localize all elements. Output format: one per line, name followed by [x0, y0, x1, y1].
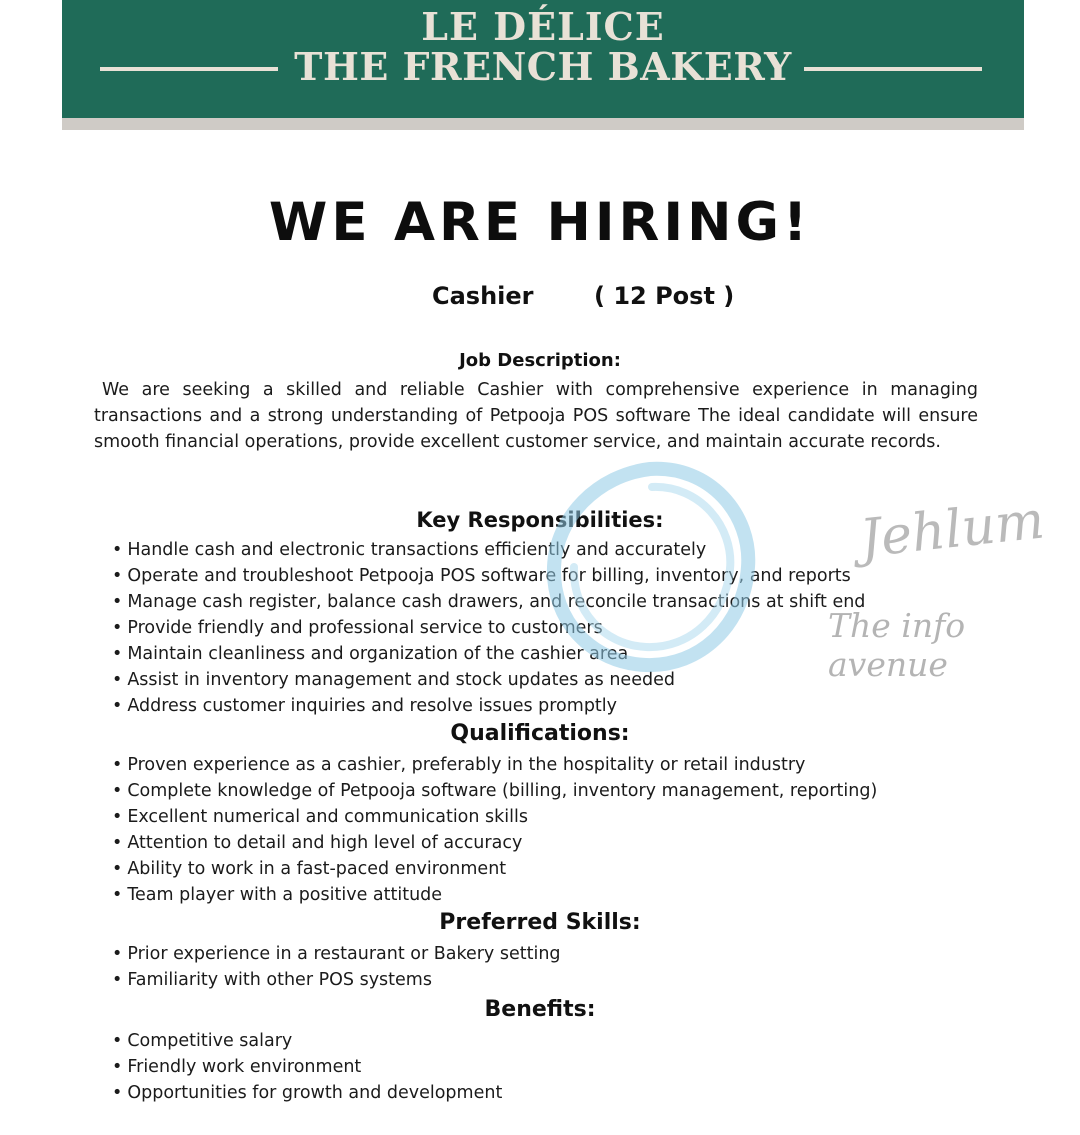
qualifications-list — [112, 752, 877, 908]
list-item: • Attention to detail and high level of accuracy — [112, 830, 877, 856]
watermark-signature: Jehlum — [857, 490, 1048, 570]
list-item: • Familiarity with other POS systems — [112, 967, 561, 993]
list-item: • Operate and troubleshoot Petpooja POS software for billing, inventory, and reports — [112, 563, 865, 589]
list-item: • Manage cash register, balance cash drawers, and reconcile transactions at shift end — [112, 589, 865, 615]
job-description-heading: Job Description: — [459, 350, 621, 371]
banner-shadow — [62, 118, 1024, 130]
watermark-tagline: The info avenue — [828, 606, 966, 684]
brand-subtitle: THE FRENCH BAKERY — [294, 44, 792, 89]
list-item: • Friendly work environment — [112, 1054, 502, 1080]
list-item: • Complete knowledge of Petpooja software (billing, inventory management, reporting) — [112, 778, 877, 804]
list-item: • Prior experience in a restaurant or Bakery setting — [112, 941, 561, 967]
qualifications-heading: Qualifications: — [450, 721, 630, 746]
job-post-count: ( 12 Post ) — [594, 282, 735, 310]
list-item: • Provide friendly and professional service to customers — [112, 615, 865, 641]
benefits-list — [112, 1028, 502, 1106]
banner-rule-right — [804, 67, 982, 71]
preferred-skills-list — [112, 941, 561, 993]
list-item: • Address customer inquiries and resolve issues promptly — [112, 693, 865, 719]
brand-banner — [62, 0, 1024, 118]
list-item: • Competitive salary — [112, 1028, 502, 1054]
job-title: Cashier — [432, 282, 534, 310]
list-item: • Team player with a positive attitude — [112, 882, 877, 908]
list-item: • Excellent numerical and communication skills — [112, 804, 877, 830]
list-item: • Maintain cleanliness and organization of the cashier area — [112, 641, 865, 667]
list-item: • Ability to work in a fast-paced environment — [112, 856, 877, 882]
benefits-heading: Benefits: — [484, 997, 596, 1022]
preferred-skills-heading: Preferred Skills: — [439, 910, 641, 935]
list-item: • Handle cash and electronic transactions efficiently and accurately — [112, 537, 865, 563]
page-title: WE ARE HIRING! — [268, 192, 812, 253]
job-description-text: We are seeking a skilled and reliable Cashier with comprehensive experience in managing transactions and a strong understanding of Petpooja POS software The ideal candidate will ensure smooth financial operations, provide excellent customer service, and maintain accurate records. — [94, 380, 978, 452]
brand-name: LE DÉLICE — [421, 4, 665, 49]
list-item: • Assist in inventory management and stock updates as needed — [112, 667, 865, 693]
list-item: • Opportunities for growth and development — [112, 1080, 502, 1106]
responsibilities-heading: Key Responsibilities: — [416, 508, 664, 532]
list-item: • Proven experience as a cashier, preferably in the hospitality or retail industry — [112, 752, 877, 778]
watermark-ring-icon — [540, 455, 760, 680]
